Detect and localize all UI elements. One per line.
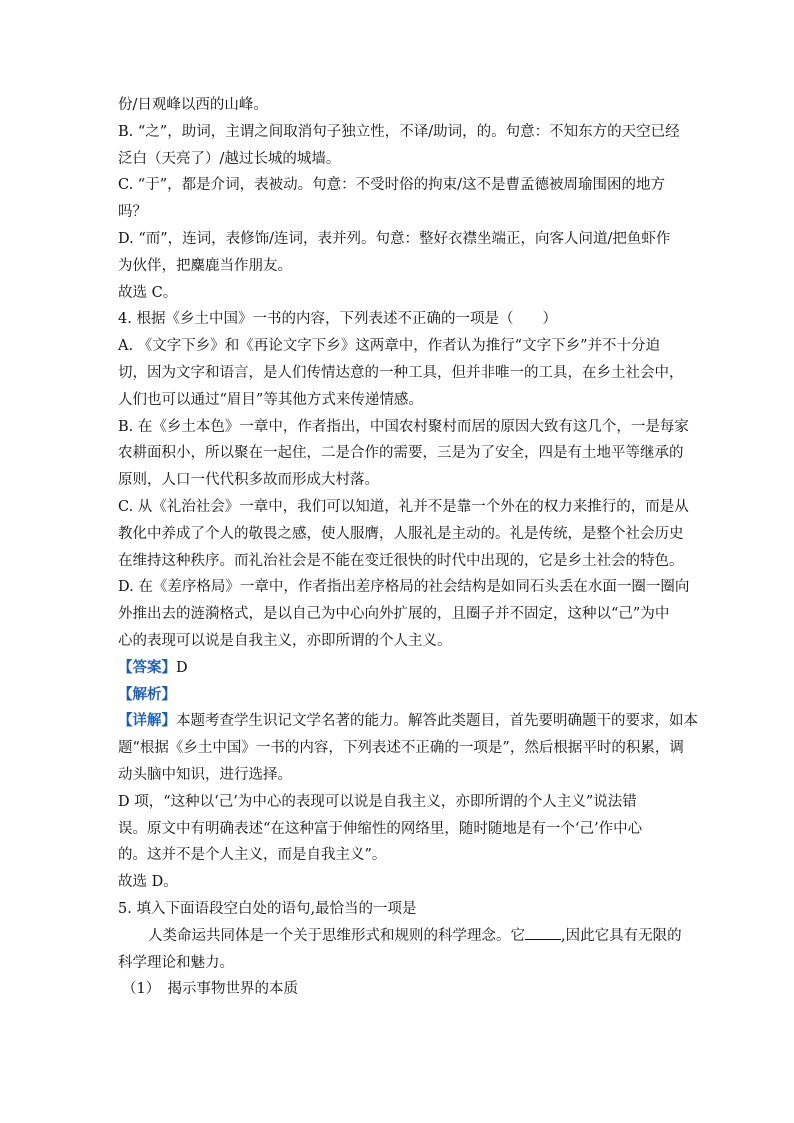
option-b-line: B. 在《乡土本色》一章中，作者指出，中国农村聚村而居的原因大致有这几个，一是每家 <box>118 418 689 435</box>
text-line: 份/日观峰以西的山峰。 <box>118 97 268 113</box>
option-d-line: 心的表现可以说是自我主义，亦即所谓的个人主义。 <box>118 632 452 649</box>
detail-line: 动头脑中知识，进行选择。 <box>118 766 292 783</box>
passage-text: ,因此它具有无限的 <box>561 927 682 944</box>
explanation-line: D 项，“这种以‘己’为中心的表现可以说是自我主义，亦即所谓的个人主义”说法错 <box>118 793 637 810</box>
answer-tag: 【答案】 <box>118 658 176 676</box>
passage-line: 科学理论和魅力。 <box>118 954 234 971</box>
option-c-line: C. “于”，都是介词，表被动。句意：不受时俗的拘束/这不是曹孟德被周瑜围困的地方 <box>118 177 666 194</box>
detail-line: 题“根据《乡土中国》一书的内容，下列表述不正确的一项是”，然后根据平时的积累，调 <box>118 740 684 757</box>
option-a-line: 人们也可以通过“眉目”等其他方式来传递情感。 <box>118 391 423 408</box>
passage-text: 人类命运共同体是一个关于思维形式和规则的科学理念。它 <box>148 927 525 944</box>
option-b-line: 原则，人口一代代积多故而形成大村落。 <box>118 472 379 489</box>
passage-line <box>118 923 682 950</box>
option-a-line: A. 《文字下乡》和《再论文字下乡》这两章中，作者认为推行“文字下乡”并不十分迫 <box>118 338 661 355</box>
document-page <box>118 92 698 1003</box>
answer-line <box>118 655 678 682</box>
option-b-line: B. “之”，助词，主谓之间取消句子独立性，不译/助词，的。句意：不知东方的天空已经 <box>118 123 680 140</box>
option-c-line: 在维持这种秩序。而礼治社会是不能在变迁很快的时代中出现的，它是乡土社会的特色。 <box>118 552 684 569</box>
fill-blank <box>525 925 561 940</box>
option-line: （1） 揭示事物世界的本质 <box>122 981 298 998</box>
detail-tag: 【详解】 <box>118 712 176 730</box>
option-c-line: C. 从《礼治社会》一章中，我们可以知道，礼并不是靠一个外在的权力来推行的，而是从 <box>118 498 689 515</box>
option-c-line: 吗？ <box>118 204 147 221</box>
detail-text: 本题考查学生识记文学名著的能力。解答此类题目，首先要明确题干的要求，如本 <box>176 713 698 730</box>
choose-line: 故选 D。 <box>118 874 178 891</box>
analysis-line <box>118 682 678 709</box>
answer-value: D <box>176 659 188 676</box>
option-b-line: 农耕面积小，所以聚在一起住，二是合作的需要，三是为了安全，四是有土地平等继承的 <box>118 445 684 462</box>
question-5-stem: 5. 填入下面语段空白处的语句,最恰当的一项是 <box>118 900 417 917</box>
option-d-line: 外推出去的涟漪格式，是以自己为中心向外扩展的，且圈子并不固定，这种以“己”为中 <box>118 606 670 623</box>
option-d-line: D. “而”，连词，表修饰/连词，表并列。句意：整好衣襟坐端正，向客人问道/把鱼虾作 <box>118 230 671 247</box>
analysis-tag: 【解析】 <box>118 685 176 703</box>
explanation-line: 误。原文中有明确表述“在这种富于伸缩性的网络里，随时随地是有一个‘己’作中心 <box>118 820 643 837</box>
detail-line <box>118 708 698 735</box>
option-a-line: 切，因为文字和语言，是人们传情达意的一种工具，但并非唯一的工具，在乡土社会中， <box>118 364 684 381</box>
option-c-line: 教化中养成了个人的敬畏之感，使人服膺，人服礼是主动的。礼是传统，是整个社会历史 <box>118 525 684 542</box>
question-4-stem: 4. 根据《乡土中国》一书的内容，下列表述不正确的一项是（ ） <box>118 311 557 328</box>
explanation-line: 的。这并不是个人主义，而是自我主义”。 <box>118 847 387 864</box>
option-d-line: D. 在《差序格局》一章中，作者指出差序格局的社会结构是如同石头丢在水面一圈一圈向 <box>118 579 690 596</box>
option-d-line: 为伙伴，把麋鹿当作朋友。 <box>118 257 292 274</box>
choose-line: 故选 C。 <box>118 284 178 301</box>
option-b-line: 泛白（天亮了）/越过长城的城墙。 <box>118 150 341 167</box>
